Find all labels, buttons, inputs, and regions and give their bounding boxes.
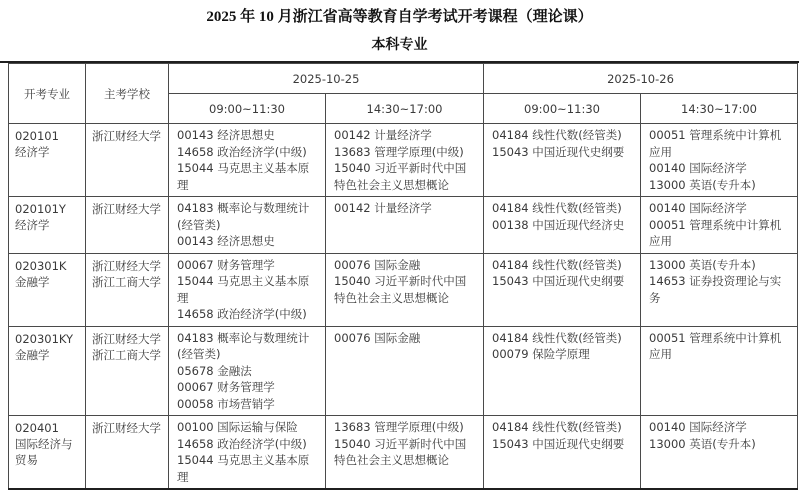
course-item: 00140 国际经济学 [649, 201, 747, 215]
course-item: 00058 市场营销学 [177, 396, 275, 411]
course-item: 00067 财务管理学 [177, 257, 275, 272]
courses-1025-pm-cell [326, 253, 484, 326]
major-line: 020301KY [15, 331, 74, 346]
course-item: 13683 管理学原理(中级) [334, 420, 464, 434]
course-item: 14658 政治经济学(中级) [177, 144, 307, 159]
exam-schedule-table [8, 63, 798, 490]
school-name: 浙江财经大学 [92, 202, 161, 216]
page-title: 2025 年 10 月浙江省高等教育自学考试开考课程（理论课） [206, 9, 593, 25]
school-name: 浙江财经大学 [92, 129, 161, 143]
courses-1026-am-cell [484, 197, 641, 254]
course-item: 00067 财务管理学 [177, 380, 275, 394]
school-cell [86, 124, 169, 197]
course-item: 13000 英语(专升本) [649, 436, 756, 451]
course-item: 05678 金融法 [177, 363, 252, 378]
courses-1025-am-cell [169, 124, 326, 197]
courses-1026-pm-cell [641, 197, 798, 254]
courses-1026-am-cell [484, 253, 641, 326]
course-item: 00138 中国近现代经济史 [492, 217, 625, 232]
school-cell [86, 197, 169, 254]
course-item: 04184 线性代数(经管类) [492, 420, 622, 434]
col-header-1025-afternoon: 14:30~17:00 [326, 94, 484, 124]
course-item: 15040 习近平新时代中国特色社会主义思想概论 [334, 436, 467, 467]
col-header-1025-morning: 09:00~11:30 [169, 94, 326, 124]
col-header-date-1025: 2025-10-25 [169, 64, 484, 94]
school-cell [86, 253, 169, 326]
major-line: 金融学 [15, 347, 50, 362]
header-row-dates [9, 64, 798, 94]
table-row [9, 326, 798, 416]
major-line: 经济学 [15, 145, 50, 159]
major-line: 020301K [15, 258, 67, 273]
courses-1026-am-cell [484, 416, 641, 490]
courses-1025-am-cell [169, 197, 326, 254]
courses-1026-am-cell [484, 326, 641, 416]
table-row [9, 253, 798, 326]
col-header-1026-afternoon: 14:30~17:00 [641, 94, 798, 124]
course-item: 00076 国际金融 [334, 330, 421, 345]
major-line: 020101 [15, 129, 59, 143]
major-line: 国际经济与贸易 [15, 437, 73, 467]
course-item: 00143 经济思想史 [177, 128, 275, 142]
col-header-date-1026: 2025-10-26 [484, 64, 798, 94]
school-cell [86, 326, 169, 416]
course-item: 00142 计量经济学 [334, 201, 432, 215]
school-name: 浙江工商大学 [92, 274, 161, 289]
table-header [9, 64, 798, 124]
major-cell [9, 124, 86, 197]
course-item: 00051 管理系统中计算机应用 [649, 217, 782, 248]
major-cell [9, 416, 86, 490]
course-item: 00100 国际运输与保险 [177, 420, 298, 434]
course-item: 00142 计量经济学 [334, 128, 432, 142]
courses-1025-pm-cell [326, 197, 484, 254]
course-item: 13000 英语(专升本) [649, 177, 756, 192]
courses-1025-pm-cell [326, 416, 484, 490]
course-item: 00076 国际金融 [334, 257, 421, 272]
courses-1026-pm-cell [641, 326, 798, 416]
course-item: 15040 习近平新时代中国特色社会主义思想概论 [334, 161, 467, 192]
school-name: 浙江工商大学 [92, 347, 161, 362]
course-item: 00051 管理系统中计算机应用 [649, 330, 782, 361]
course-item: 00143 经济思想史 [177, 234, 275, 248]
table-body [9, 124, 798, 490]
major-line: 金融学 [15, 274, 50, 289]
course-item: 04184 线性代数(经管类) [492, 257, 622, 272]
table-row [9, 197, 798, 254]
courses-1026-pm-cell [641, 416, 798, 490]
school-name: 浙江财经大学 [92, 421, 161, 435]
table-row [9, 124, 798, 197]
course-item: 00140 国际经济学 [649, 161, 747, 175]
course-item: 15044 马克思主义基本原理 [177, 161, 310, 192]
course-item: 14658 政治经济学(中级) [177, 436, 307, 451]
major-line: 经济学 [15, 218, 50, 232]
course-item: 00079 保险学原理 [492, 347, 590, 361]
course-item: 13000 英语(专升本) [649, 257, 756, 272]
course-item: 13683 管理学原理(中级) [334, 144, 464, 159]
course-item: 15043 中国近现代史纲要 [492, 436, 625, 451]
course-item: 00140 国际经济学 [649, 420, 747, 434]
courses-1025-pm-cell [326, 124, 484, 197]
school-name: 浙江财经大学 [92, 331, 161, 346]
school-cell [86, 416, 169, 490]
course-item: 15044 马克思主义基本原理 [177, 453, 310, 484]
major-cell [9, 197, 86, 254]
course-item: 15040 习近平新时代中国特色社会主义思想概论 [334, 274, 467, 305]
course-item: 15043 中国近现代史纲要 [492, 144, 625, 159]
course-item: 04184 线性代数(经管类) [492, 201, 622, 215]
courses-1025-am-cell [169, 326, 326, 416]
school-name: 浙江财经大学 [92, 258, 161, 273]
course-item: 14653 证券投资理论与实务 [649, 274, 782, 305]
courses-1025-am-cell [169, 253, 326, 326]
col-header-1026-morning: 09:00~11:30 [484, 94, 641, 124]
courses-1026-pm-cell [641, 124, 798, 197]
courses-1025-pm-cell [326, 326, 484, 416]
table-row [9, 416, 798, 490]
courses-1026-am-cell [484, 124, 641, 197]
course-item: 14658 政治经济学(中级) [177, 307, 307, 321]
major-line: 020101Y [15, 202, 66, 216]
courses-1026-pm-cell [641, 253, 798, 326]
course-item: 04184 线性代数(经管类) [492, 330, 622, 345]
course-item: 04184 线性代数(经管类) [492, 128, 622, 142]
major-cell [9, 326, 86, 416]
course-item: 15044 马克思主义基本原理 [177, 274, 310, 305]
course-item: 04183 概率论与数理统计(经管类) [177, 201, 310, 232]
course-item: 15043 中国近现代史纲要 [492, 274, 625, 288]
col-header-school: 主考学校 [86, 64, 169, 124]
major-cell [9, 253, 86, 326]
course-item: 04183 概率论与数理统计(经管类) [177, 330, 310, 361]
col-header-major: 开考专业 [9, 64, 86, 124]
page-subtitle: 本科专业 [371, 38, 428, 53]
courses-1025-am-cell [169, 416, 326, 490]
major-line: 020401 [15, 421, 59, 435]
course-item: 00051 管理系统中计算机应用 [649, 128, 782, 159]
